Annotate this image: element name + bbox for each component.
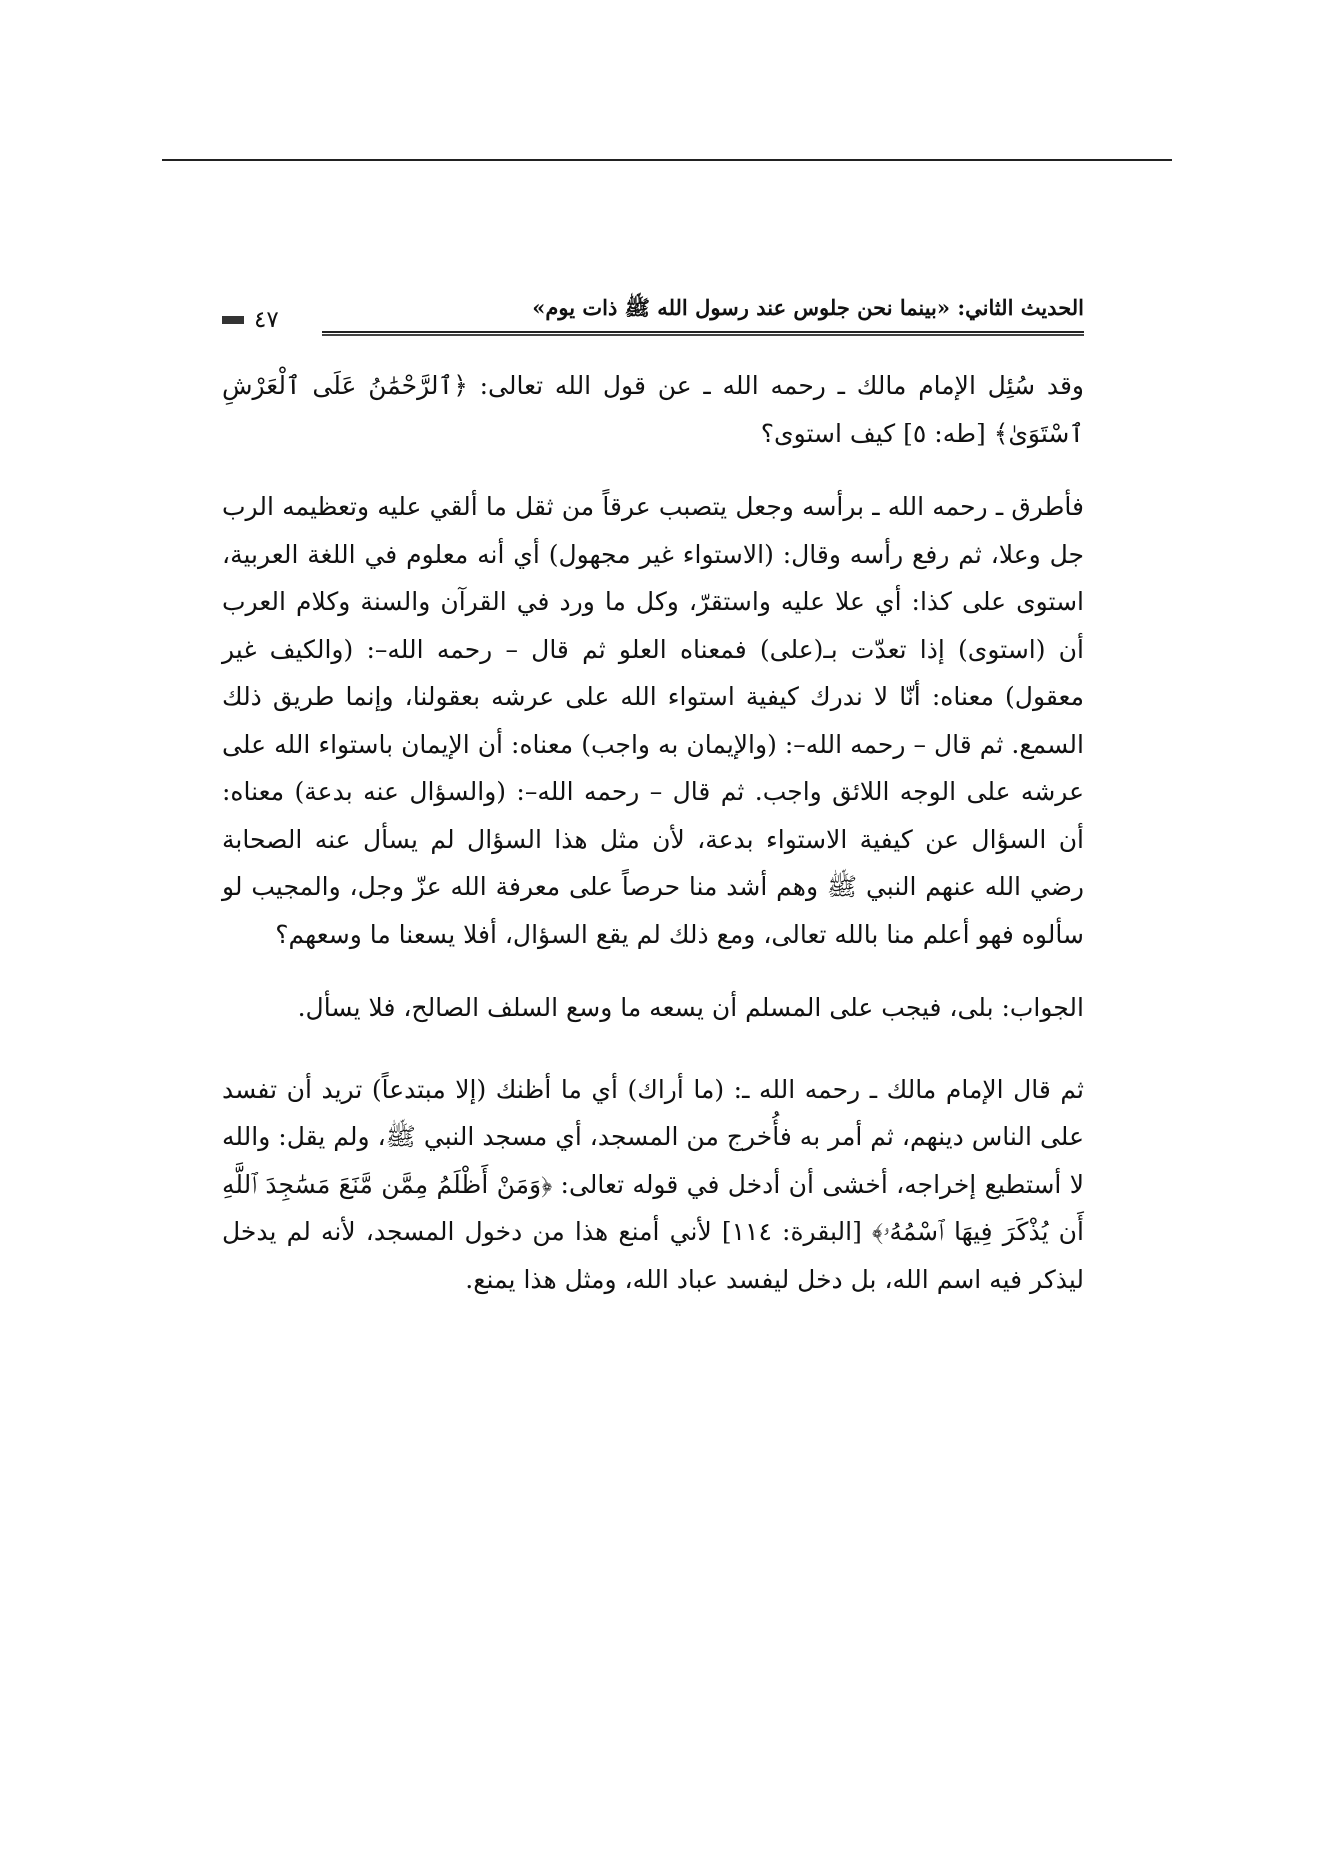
header-rule — [322, 331, 1084, 336]
paragraph-answer: الجواب: بلى، فيجب على المسلم أن يسعه ما وسع السلف الصالح، فلا يسأل. — [297, 993, 1084, 1022]
header-title: الحديث الثاني: «بينما نحن جلوس عند رسول الله ﷺ ذات يوم» — [532, 295, 1084, 320]
paragraph-conclusion: ثم قال الإمام مالك ـ رحمه الله ـ: (ما أراك) أي ما أظنك (إلا مبتدعاً) تريد أن تفسد على الناس دينهم، ثم أمر به فأُخرج من المسجد، أي مسجد النبي ﷺ، ولم يقل: والله لا أستطيع إخراجه، أخشى أن أدخل في قوله تعالى: ﴿وَمَنْ أَظْلَمُ مِمَّن مَّنَعَ مَسَٰجِدَ ٱللَّهِ أَن يُذْكَرَ فِيهَا ٱسْمُهُۥ﴾ [البقرة: ١١٤] لأني أمنع هذا من دخول المسجد، لأنه لم يدخل ليذكر فيه اسم الله، بل دخل ليفسد عباد الله، ومثل هذا يمنع. — [222, 1074, 1084, 1294]
top-rule — [162, 159, 1172, 161]
page-number — [222, 305, 279, 335]
paragraph-question: وقد سُئِل الإمام مالك ـ رحمه الله ـ عن قول الله تعالى: ﴿ٱلرَّحْمَٰنُ عَلَى ٱلْعَرْشِ ٱسْتَوَىٰ﴾ [طه: ٥] كيف استوى؟ — [222, 371, 1084, 448]
page-body — [222, 362, 1084, 1329]
page-mark-ornament — [222, 316, 244, 324]
running-header — [222, 293, 1084, 341]
paragraph-explanation: فأطرق ـ رحمه الله ـ برأسه وجعل يتصبب عرقاً من ثقل ما ألقي عليه وتعظيمه الرب جل وعلا، ثم رفع رأسه وقال: (الاستواء غير مجهول) أي أنه معلوم في اللغة العربية، استوى على كذا: أي علا عليه واستقرّ، وكل ما ورد في القرآن والسنة وكلام العرب أن (استوى) إذا تعدّت بـ(على) فمعناه العلو ثم قال – رحمه الله–: (والكيف غير معقول) معناه: أنّا لا ندرك كيفية استواء الله على عرشه بعقولنا، وإنما طريق ذلك السمع. ثم قال – رحمه الله–: (والإيمان به واجب) معناه: أن الإيمان باستواء الله على عرشه على الوجه اللائق واجب. ثم قال – رحمه الله–: (والسؤال عنه بدعة) معناه: أن السؤال عن كيفية الاستواء بدعة، لأن مثل هذا السؤال لم يسأل عنه الصحابة رضي الله عنهم النبي ﷺ وهم أشد منا حرصاً على معرفة الله عزّ وجل، والمجيب لو سألوه فهو أعلم منا بالله تعالى، ومع ذلك لم يقع السؤال، أفلا يسعنا ما وسعهم؟ — [222, 492, 1084, 949]
page-number-text: ٤٧ — [254, 307, 279, 333]
